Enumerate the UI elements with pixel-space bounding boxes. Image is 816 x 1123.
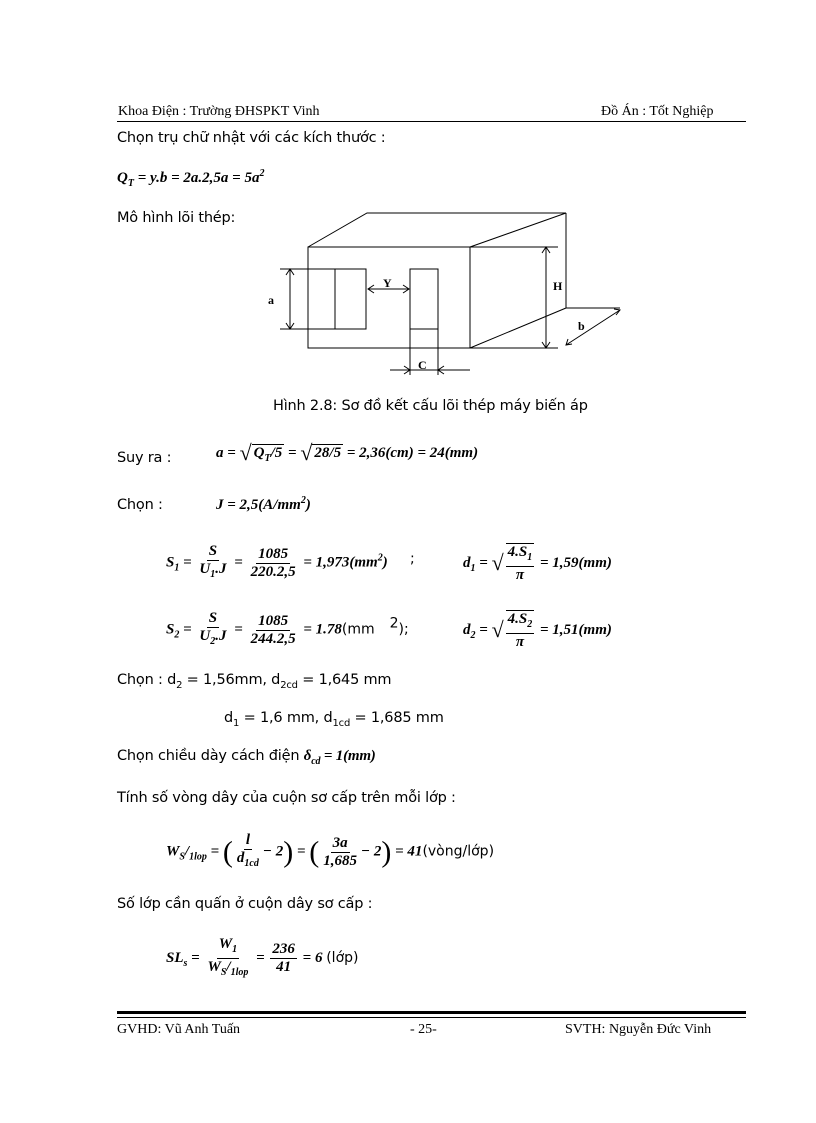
- layers-title: Số lớp cần quấn ở cuộn dây sơ cấp :: [117, 896, 373, 912]
- equation-a: a = √ $Q_T/5$ = √ 28/5 = 2,36(cm) = 24(mm): [216, 440, 479, 465]
- header-left: Khoa Điện : Trường ĐHSPKT Vinh: [118, 104, 320, 119]
- equation-s1: $S_1$ = $\frac{S}{U_1.J}$ = $\frac{1085}{220.2,5}$ = $1,973(mm^2)$: [166, 543, 388, 580]
- footer-left: GVHD: Vũ Anh Tuấn: [117, 1022, 241, 1037]
- label-c: C: [418, 358, 427, 372]
- s1-separator: ;: [410, 551, 415, 567]
- label-b: b: [578, 319, 585, 333]
- equation-s2: $S_2$ = $\frac{S}{U_2.J}$ = $\frac{1085}{244.2,5}$ = 1.78(mm $^2$);: [166, 610, 409, 647]
- label-h: H: [553, 279, 563, 293]
- equation-j: $J = 2,5(A/mm^2)$: [216, 495, 311, 513]
- equation-qt: $Q_T = y.b = 2a.2,5a = 5a^2$: [117, 168, 265, 189]
- turns-title: Tính số vòng dây của cuộn sơ cấp trên mỗi lớp :: [117, 790, 456, 806]
- choose-d2-line: Chọn : $d_2 = 1,56mm$, $d_{2cd} = 1,645$ mm: [117, 672, 392, 691]
- page-number: - 25-: [410, 1022, 437, 1037]
- chon-label: Chọn :: [117, 497, 163, 513]
- choose-d1-line: $d_1 = 1,6$ mm, $d_{1cd} = 1,685$ mm: [224, 710, 444, 729]
- intro-line: Chọn trụ chữ nhật với các kích thước :: [117, 130, 386, 146]
- label-y: Y: [383, 276, 392, 290]
- equation-w: $W_S/_{1lop}$ = ( $\frac{l}{d_{1cd}}$ − 2) = ( $\frac{3a}{1,685}$ − 2) = 41(vòng/lớp): [166, 832, 495, 869]
- label-a: a: [268, 293, 274, 307]
- header-right: Đồ Án : Tốt Nghiệp: [601, 104, 714, 119]
- equation-d1: $d_1$ = √ $\frac{4.S_1}{\pi}$ = 1,59(mm): [463, 544, 612, 583]
- figure-caption: Hình 2.8: Sơ đồ kết cấu lõi thép máy biến áp: [273, 398, 588, 414]
- footer-right: SVTH: Nguyễn Đức Vinh: [565, 1022, 712, 1037]
- footer-rule-thin: [117, 1017, 746, 1018]
- header-rule: [117, 121, 746, 122]
- equation-d2: $d_2$ = √ $\frac{4.S_2}{\pi}$ = 1,51(mm): [463, 611, 612, 650]
- suy-ra-label: Suy ra :: [117, 450, 172, 466]
- equation-sl: $SL_s$ = $\frac{W_1}{W_S/_{1lop}}$ = $\frac{236}{41}$ = 6 (lớp): [166, 936, 359, 978]
- insulation-line: Chọn chiều dày cách điện $\delta_{cd} = 1(mm)$: [117, 748, 376, 767]
- core-diagram: [250, 205, 640, 380]
- footer-rule-thick: [117, 1011, 746, 1014]
- model-label: Mô hình lõi thép:: [117, 210, 236, 226]
